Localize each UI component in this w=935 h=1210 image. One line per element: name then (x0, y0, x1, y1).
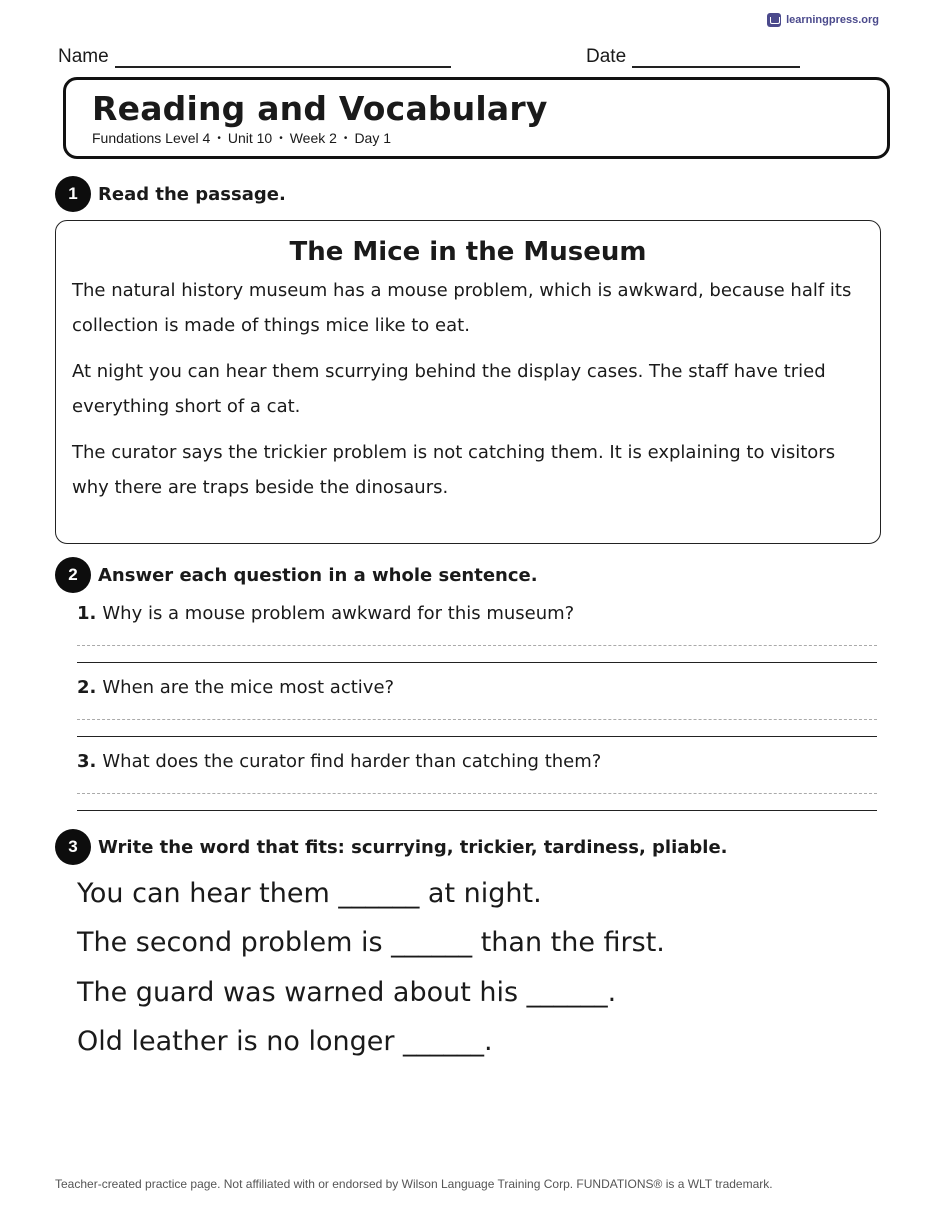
section-2-label: Answer each question in a whole sentence. (98, 564, 538, 586)
section-1-label: Read the passage. (98, 183, 286, 205)
section-2-badge: 2 (55, 557, 91, 593)
answer-guide-line (77, 645, 877, 646)
date-blank-line[interactable] (632, 50, 800, 68)
question-1 (77, 603, 877, 624)
meta-week: Week 2 (289, 130, 337, 146)
date-label: Date (586, 46, 627, 67)
meta-separator: • (217, 132, 221, 144)
passage-paragraph: The natural history museum has a mouse problem, which is awkward, because half its collection is made of things mice like to eat. (72, 280, 852, 336)
question-text: When are the mice most active? (102, 677, 395, 698)
section-3-label: Write the word that fits: scurrying, trickier, tardiness, pliable. (98, 836, 728, 858)
section-2-header (55, 557, 538, 593)
passage-paragraph: The curator says the trickier problem is not catching them. It is explaining to visitors why there are traps beside the dinosaurs. (72, 442, 836, 498)
question-number: 2. (77, 677, 97, 698)
brand-site: learningpress.org (786, 14, 879, 26)
question-text: What does the curator find harder than catching them? (102, 751, 602, 772)
meta-level: Fundations Level 4 (92, 130, 211, 146)
fill-in-sentence-2[interactable]: The second problem is ______ than the first. (77, 927, 665, 958)
question-number: 3. (77, 751, 97, 772)
meta-unit: Unit 10 (227, 130, 273, 146)
fill-in-sentence-1[interactable]: You can hear them ______ at night. (77, 878, 542, 909)
question-text: Why is a mouse problem awkward for this museum? (102, 603, 575, 624)
passage-paragraph: At night you can hear them scurrying behind the display cases. The staff have tried everything short of a cat. (72, 361, 826, 417)
book-icon (767, 13, 781, 27)
answer-line[interactable] (77, 810, 877, 811)
meta-separator: • (343, 132, 348, 144)
answer-guide-line (77, 793, 877, 794)
name-field (58, 46, 451, 68)
fill-in-sentence-3[interactable]: The guard was warned about his ______. (77, 977, 617, 1008)
answer-guide-line (77, 719, 877, 720)
section-3-badge: 3 (55, 829, 91, 865)
answer-line[interactable] (77, 662, 877, 663)
answer-line[interactable] (77, 736, 877, 737)
passage-box (55, 220, 881, 544)
footer-disclaimer: Teacher-created practice page. Not affiliated with or endorsed by Wilson Language Training Corp. FUNDATIONS® is a WLT trademark. (55, 1177, 773, 1191)
brand (767, 13, 879, 27)
page-title: Reading and Vocabulary (92, 89, 548, 128)
fill-in-sentence-4[interactable]: Old leather is no longer ______. (77, 1026, 493, 1057)
page-subtitle (92, 130, 887, 146)
meta-day: Day 1 (354, 130, 392, 146)
title-box (63, 77, 890, 159)
question-2 (77, 677, 877, 698)
section-1-badge: 1 (55, 176, 91, 212)
question-3 (77, 751, 877, 772)
section-1-header (55, 176, 286, 212)
name-label: Name (58, 46, 109, 67)
section-3-header (55, 829, 728, 865)
question-number: 1. (77, 603, 97, 624)
name-blank-line[interactable] (115, 50, 451, 68)
meta-separator: • (279, 132, 283, 144)
passage-title: The Mice in the Museum (289, 237, 647, 267)
date-field (586, 46, 800, 68)
